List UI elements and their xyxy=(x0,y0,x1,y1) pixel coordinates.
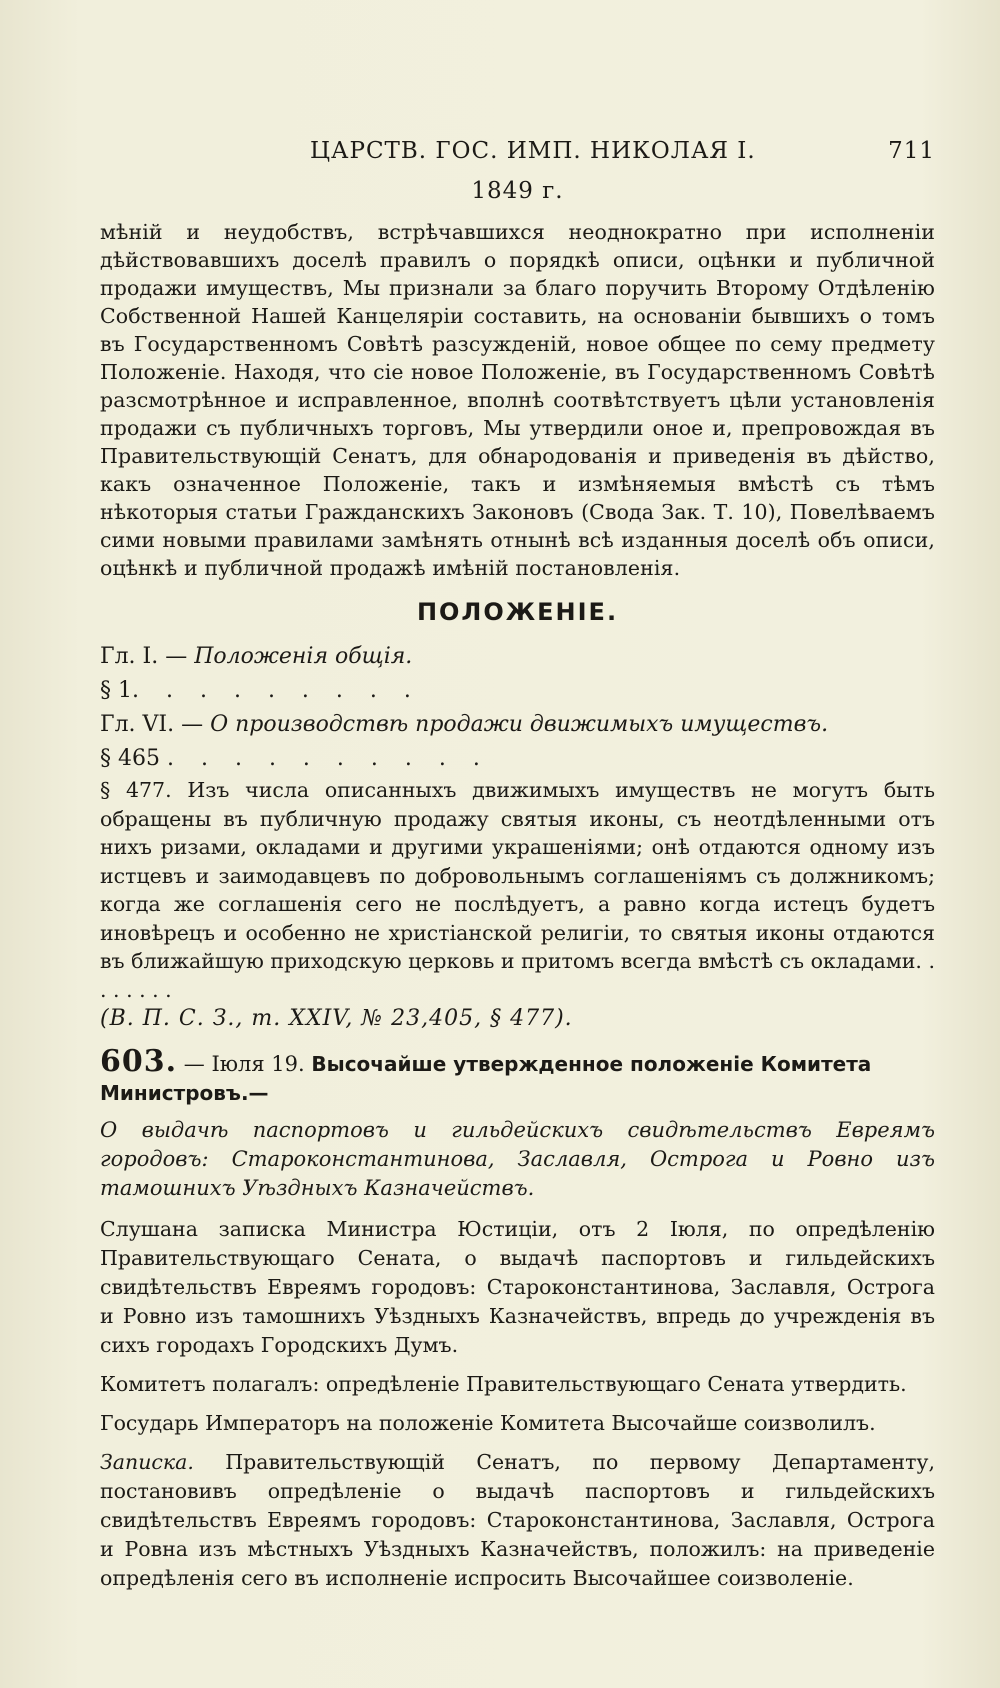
entry-subject: О выдачѣ паспортовъ и гильдейскихъ свидѣтельствъ Евреямъ городовъ: Староконстантинова, Заславля, Острога и Ровно изъ тамошнихъ Уѣздныхъ Казначействъ. xyxy=(100,1118,935,1200)
chapter-1-prefix: Гл. I. — xyxy=(100,644,195,669)
paragraph-465-dots: . . . . . . . . . . xyxy=(166,746,490,771)
chapter-6-title: О производствѣ продажи движимыхъ имуществъ. xyxy=(210,712,829,737)
note-label: Записка. xyxy=(100,1450,194,1474)
paragraph-1-number: § 1 xyxy=(100,678,132,703)
intro-paragraph: мѣній и неудобствъ, встрѣчавшихся неоднократно при исполненіи дѣйствовавшихъ доселѣ правилъ о порядкѣ описи, оцѣнки и публичной продажи имуществъ, Мы признали за благо поручить Второму Отдѣленію Собственной Нашей Канцеляріи составить, на основаніи бывшихъ о томъ въ Государственномъ Совѣтѣ разсужденій, новое общее по сему предмету Положеніе. Находя, что сіе новое Положеніе, въ Государственномъ Совѣтѣ разсмотрѣнное и исправленное, вполнѣ соотвѣтствуетъ цѣли установленія продажи съ публичныхъ торговъ, Мы утвердили оное и, препровождая въ Правительствующій Сенатъ, для обнародованія и приведенія въ дѣйство, какъ означенное Положеніе, такъ и измѣняемыя вмѣстѣ съ тѣмъ нѣкоторыя статьи Гражданскихъ Законовъ (Свода Зак. Т. 10), Повелѣваемъ сими новыми правилами замѣнять отнынѣ всѣ изданныя доселѣ объ описи, оцѣнкѣ и публичной продажѣ имѣній постановленія. xyxy=(100,220,935,580)
section-heading: ПОЛОЖЕНІЕ. xyxy=(416,598,619,626)
chapter-1-line xyxy=(100,640,935,674)
paragraph-465-number: § 465 xyxy=(100,746,160,771)
running-title: ЦАРСТВ. ГОС. ИМП. НИКОЛАЯ I. xyxy=(310,138,756,164)
entry-note xyxy=(100,1448,935,1593)
paragraph-1-dots: . . . . . . . . . xyxy=(132,678,421,703)
entry-date: — Іюля 19. xyxy=(183,1052,305,1076)
entry-title: Высочайше утвержденное положеніе Комитета Министровъ.— xyxy=(100,1052,872,1105)
article-477: § 477. Изъ числа описанныхъ движимыхъ имуществъ не могутъ быть обращены въ публичную продажу святыя иконы, съ неотдѣленными отъ нихъ ризами, окладами и другими украшеніями; онѣ отдаются одному изъ истцевъ и заимодавцевъ по добровольнымъ соглашеніямъ съ должникомъ; когда же соглашенія сего не послѣдуетъ, а равно когда истецъ будетъ иновѣрецъ и особенно не христіанской религіи, то святыя иконы отдаются въ ближайшую приходскую церковь и притомъ всегда вмѣстѣ съ окладами. . . . . . . . xyxy=(100,778,935,1002)
paragraph-465-line xyxy=(100,742,935,776)
chapter-6-prefix: Гл. VI. — xyxy=(100,712,211,737)
entry-603-heading xyxy=(100,1044,935,1108)
note-text: Правительствующій Сенатъ, по первому Департаменту, постановивъ опредѣленіе о выдачѣ паспортовъ и гильдейскихъ свидѣтельствъ Евреямъ городовъ: Староконстантинова, Заславля, Острога и Ровна изъ мѣстныхъ Уѣздныхъ Казначействъ, положилъ: на приведеніе опредѣленія сего въ исполненіе испросить Высочайшее соизволеніе. xyxy=(100,1450,935,1590)
source-reference: (В. П. С. З., т. XXIV, № 23,405, § 477). xyxy=(100,1006,573,1031)
running-header xyxy=(100,138,935,178)
paragraph-1-line xyxy=(100,674,935,708)
chapter-6-line xyxy=(100,708,935,742)
page-number: 711 xyxy=(888,138,935,164)
entry-paragraph-3: Государь Императоръ на положеніе Комитета Высочайше соизволилъ. xyxy=(100,1411,876,1435)
page-content xyxy=(100,138,935,1603)
entry-paragraph-1: Слушана записка Министра Юстиціи, отъ 2 Іюля, по опредѣленію Правительствующаго Сената, о выдачѣ паспортовъ и гильдейскихъ свидѣтельствъ Евреямъ городовъ: Староконстантинова, Заславля, Острога и Ровно изъ тамошнихъ Уѣздныхъ Казначействъ, впредь до учрежденія въ сихъ городахъ Городскихъ Думъ. xyxy=(100,1217,935,1357)
chapter-1-title: Положенія общія. xyxy=(194,644,413,669)
entry-number: 603. xyxy=(100,1044,178,1079)
entry-paragraph-2: Комитетъ полагалъ: опредѣленіе Правительствующаго Сената утвердить. xyxy=(100,1372,907,1396)
year-heading: 1849 г. xyxy=(471,178,564,204)
